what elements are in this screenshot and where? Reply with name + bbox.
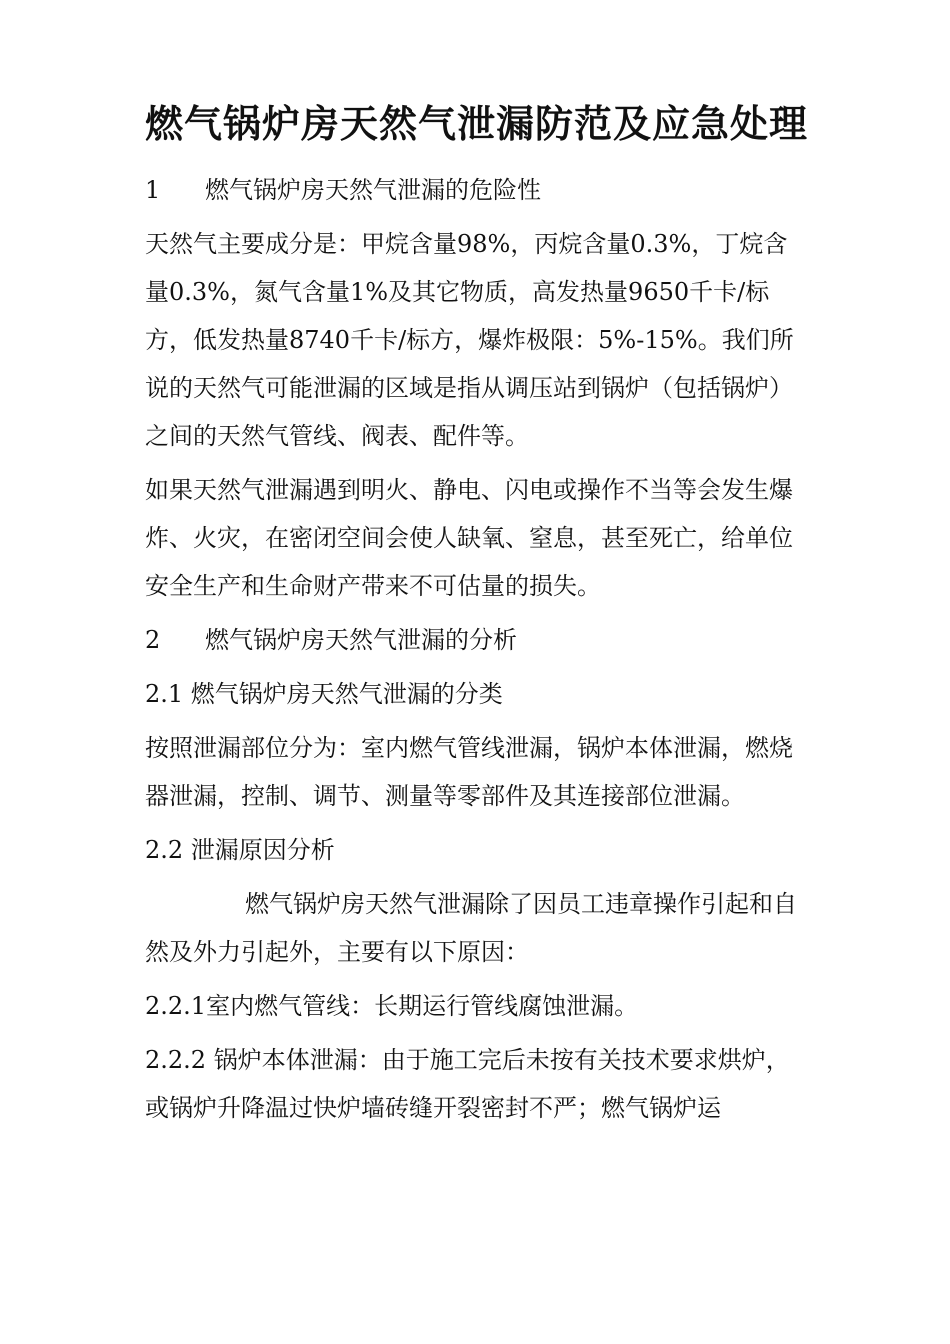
item-2-2-2: 2.2.2 锅炉本体泄漏：由于施工完后未按有关技术要求烘炉，或锅炉升降温过快炉墙砖缝开裂密封不严；燃气锅炉运 [145, 1046, 790, 1122]
subsection-2-2-paragraph: 燃气锅炉房天然气泄漏除了因员工违章操作引起和自然及外力引起外，主要有以下原因： [145, 890, 797, 966]
document-body [145, 166, 810, 1138]
section-1-number: 1 [145, 176, 161, 204]
section-2-heading-text: 燃气锅炉房天然气泄漏的分析 [205, 626, 517, 654]
subsection-2-2-heading: 2.2 泄漏原因分析 [145, 836, 335, 864]
section-1-heading [145, 166, 810, 214]
section-1-paragraph-1: 天然气主要成分是：甲烷含量98%，丙烷含量0.3%，丁烷含量0.3%，氮气含量1%及其它物质，高发热量9650千卡/标方，低发热量8740千卡/标方，爆炸极限：5%-15%。我们所说的天然气可能泄漏的区域是指从调压站到锅炉（包括锅炉）之间的天然气管线、阀表、配件等。 [145, 230, 794, 450]
section-1-heading-text: 燃气锅炉房天然气泄漏的危险性 [205, 176, 541, 204]
subsection-2-1-heading: 2.1 燃气锅炉房天然气泄漏的分类 [145, 680, 503, 708]
subsection-2-1-paragraph: 按照泄漏部位分为：室内燃气管线泄漏，锅炉本体泄漏，燃烧器泄漏，控制、调节、测量等零部件及其连接部位泄漏。 [145, 734, 793, 810]
section-2-heading [145, 616, 810, 664]
item-2-2-1: 2.2.1室内燃气管线：长期运行管线腐蚀泄漏。 [145, 992, 639, 1020]
section-2-number: 2 [145, 626, 161, 654]
document-title: 燃气锅炉房天然气泄漏防范及应急处理 [145, 102, 809, 146]
section-1-paragraph-2: 如果天然气泄漏遇到明火、静电、闪电或操作不当等会发生爆炸、火灾，在密闭空间会使人缺氧、窒息，甚至死亡，给单位安全生产和生命财产带来不可估量的损失。 [145, 476, 793, 600]
